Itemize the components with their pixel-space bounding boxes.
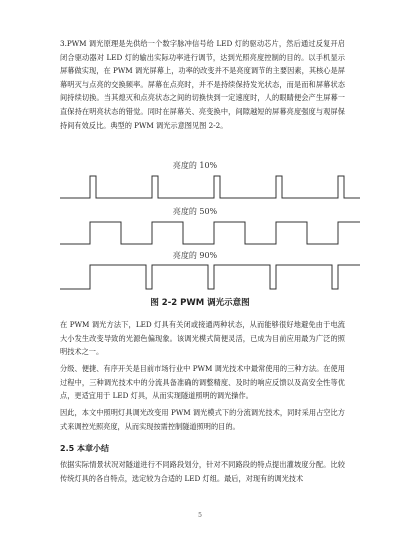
page-number: 5 — [198, 512, 202, 519]
paragraph-1: 在 PWM 调光方法下，LED 灯具有关闭或接通两种状态，从而能够很好地避免由于电流大小发生改变导致的光源色偏现象。该调光模式简便灵活，已成为目前应用最为广泛的照明技术之一。 — [60, 320, 345, 357]
paragraph-intro: 3.PWM 调光原理是先供给一个数字脉冲信号给 LED 灯的驱动芯片，然后通过反复开启闭合驱动器对 LED 灯的输出实际功率进行调节，达到光照亮度控制的目的。以手机显示屏幕做实现，在 PWM 调光屏幕上，功率的改变并不是亮度调节的主要因素，其核心是屏幕明灭与点亮的交换频率。屏幕在点亮时，并不是持续保持发光状态，而是而和屏幕状态间持续切换。当其熄灭和点亮状态之间的切换快到一定速度时，人的眼睛便会产生屏幕一直保持在明亮状态的错觉。同时在屏幕关、亮变换中，间隙越短的屏幕亮度强度与观屏保持间有效反比。典型的 PWM 调光示意图见图 2-2。 — [60, 39, 345, 130]
wave-label-90: 亮度的 90% — [172, 251, 218, 260]
pwm-figure — [60, 160, 360, 295]
wave-label-50: 亮度的 50% — [172, 207, 218, 216]
pwm-wave-50 — [60, 218, 360, 250]
figure-caption: 图 2-2 PWM 调光示意图 — [150, 298, 250, 308]
paragraph-4: 依据实际情景状况对隧道进行不同路段划分，针对不同路段的特点提出灌坡度分配。比较传统灯具的各自特点，选定较为合适的 LED 灯组。最后，对现有的调光技术 — [60, 460, 345, 483]
wave-label-10: 亮度的 10% — [172, 161, 218, 170]
pwm-wave-90 — [60, 261, 360, 295]
paragraph-3: 因此，本文中照明灯具调光改变用 PWM 调光模式下的分流调光技术，同时采用占空比方式来调控光照亮度，从而实现按需控制隧道照明的目的。 — [60, 408, 345, 431]
pwm-wave-10 — [60, 172, 360, 204]
paragraph-2: 分级、便捷、有序开关是目前市场行业中 PWM 调光技术中最常使用的三种方法。在使用过程中，三种调光技术中的分流具备准确的调整精度、及时的响应反馈以及高安全性等优点，更适宜用于 LED 灯具，从而实现隧道照明的调光操作。 — [60, 364, 345, 401]
section-heading: 2.5 本章小结 — [60, 444, 109, 453]
